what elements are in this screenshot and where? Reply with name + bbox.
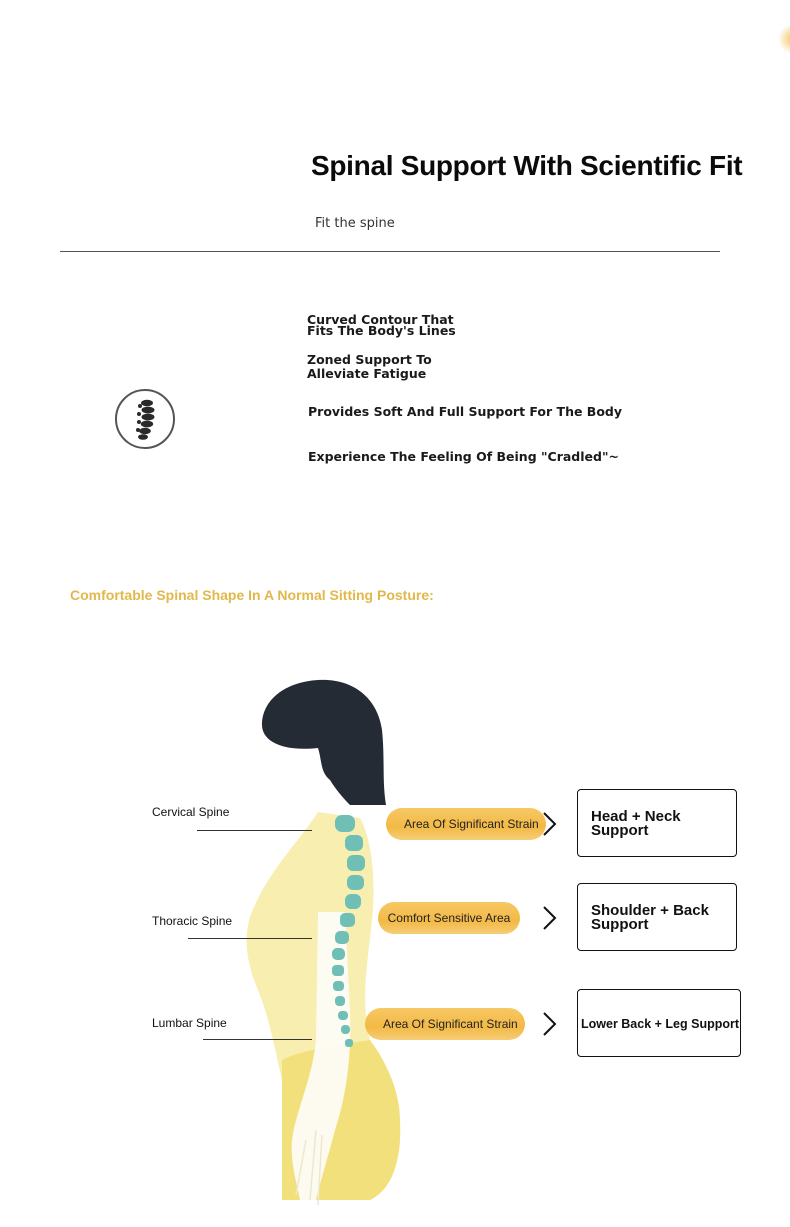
label-line [203, 1039, 312, 1040]
section-heading: Comfortable Spinal Shape In A Normal Sitting Posture: [70, 587, 434, 603]
page-title: Spinal Support With Scientific Fit [311, 150, 743, 181]
spine-label-lumbar: Lumbar Spine [152, 1016, 227, 1030]
divider [60, 251, 720, 252]
label-line [197, 830, 312, 831]
support-box-shoulder-back: Shoulder + Back Support [577, 883, 737, 951]
area-pill: Area Of Significant Strain [386, 808, 546, 840]
feature-item: Curved Contour That Fits The Body's Lines [307, 312, 456, 338]
feature-item: Provides Soft And Full Support For The Body [308, 404, 623, 419]
support-box-head-neck: Head + Neck Support [577, 789, 737, 857]
area-pill: Area Of Significant Strain [365, 1008, 525, 1040]
feature-item: Experience The Feeling Of Being "Cradled"~ [308, 449, 619, 464]
label-line [188, 938, 312, 939]
decorative-glow [778, 24, 790, 54]
support-box-lower-back-leg: Lower Back + Leg Support [577, 989, 741, 1057]
spine-label-cervical: Cervical Spine [152, 805, 230, 819]
spine-label-thoracic: Thoracic Spine [152, 914, 233, 928]
spine-icon [115, 389, 175, 449]
area-pill: Comfort Sensitive Area [378, 902, 520, 934]
feature-item: Zoned Support To Alleviate Fatigue [307, 352, 432, 381]
page-subtitle: Fit the spine [315, 216, 395, 231]
